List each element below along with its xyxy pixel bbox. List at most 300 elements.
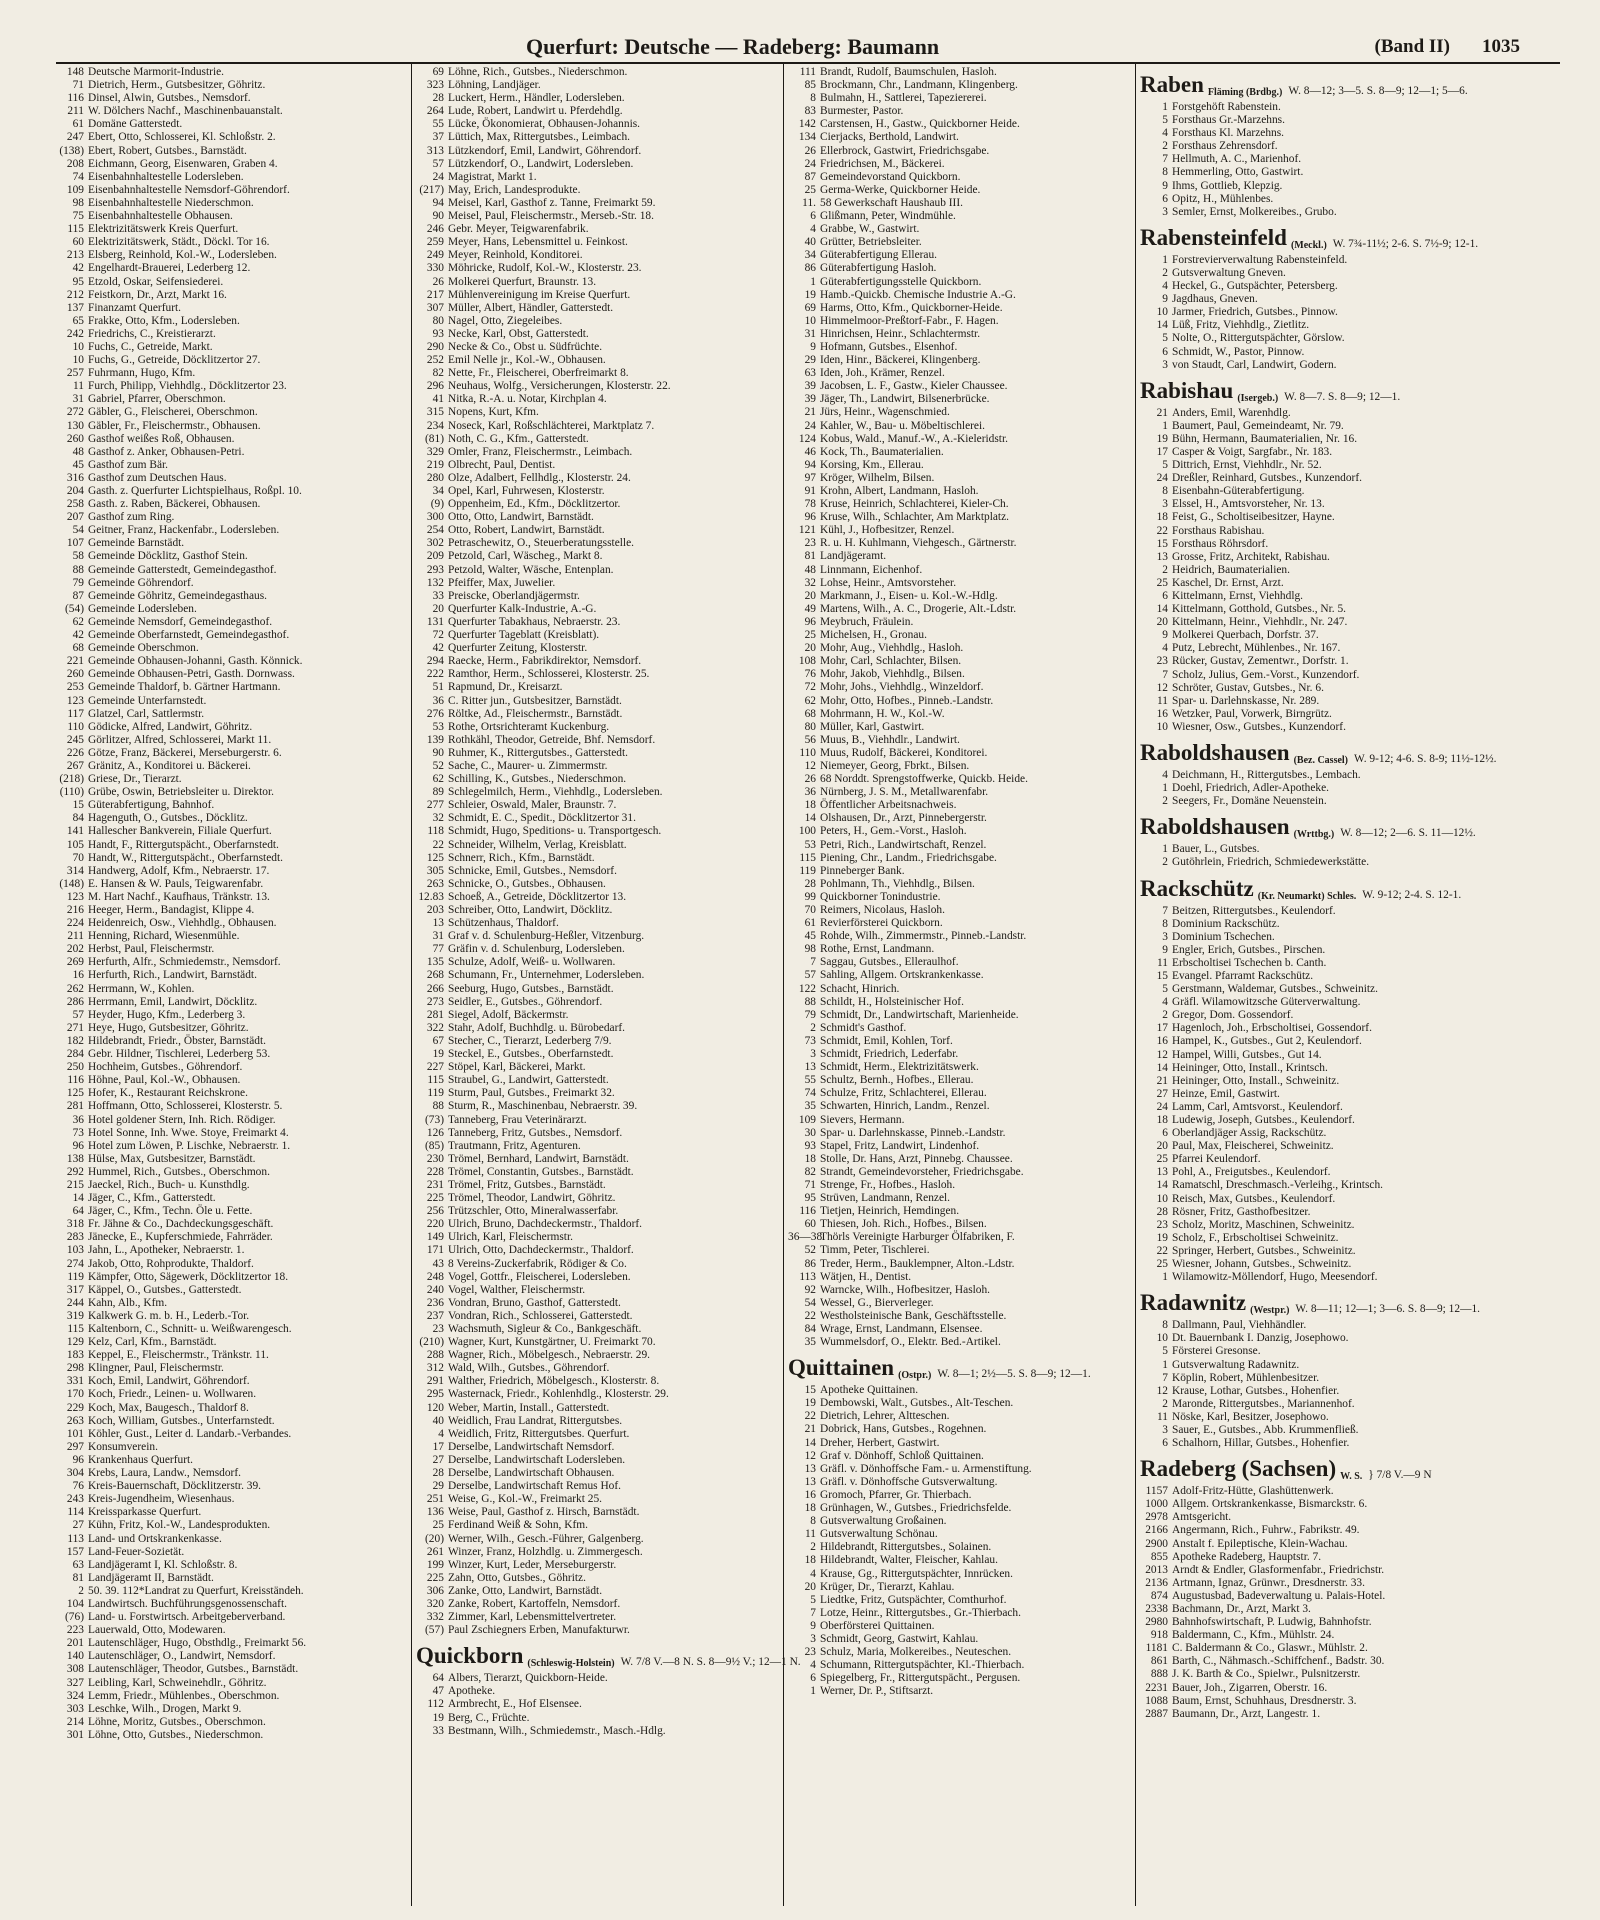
directory-entry — [56, 1009, 404, 1022]
phone-number: 15 — [72, 799, 84, 812]
directory-entry — [56, 1677, 404, 1690]
subscriber-name: Wagner, Rich., Möbelgesch., Nebraerstr. 29. — [448, 1349, 651, 1362]
phone-number: 1 — [1162, 419, 1168, 432]
phone-number: 70 — [72, 851, 84, 864]
phone-number: 4 — [438, 1427, 444, 1440]
directory-entry — [56, 1048, 404, 1061]
phone-number: 104 — [66, 1597, 84, 1610]
phone-number: 16 — [804, 1488, 816, 1501]
directory-entry — [416, 393, 778, 406]
subscriber-name: Otto, Otto, Landwirt, Barnstädt. — [448, 511, 594, 524]
directory-entry — [416, 852, 778, 865]
phone-number: 57 — [804, 969, 816, 982]
directory-entry — [788, 66, 1130, 79]
subscriber-name: Emil Nelle jr., Kol.-W., Obhausen. — [448, 354, 606, 367]
subscriber-name: Heininger, Otto, Install., Krintsch. — [1172, 1061, 1328, 1074]
phone-number: 1181 — [1145, 1642, 1168, 1655]
phone-number: 254 — [426, 524, 444, 537]
directory-entry — [1140, 1232, 1560, 1245]
directory-entry — [56, 158, 404, 171]
subscriber-name: Schwarten, Hinrich, Landm., Renzel. — [820, 1100, 990, 1113]
subscriber-name: C. Baldermann & Co., Glaswr., Mühlstr. 2. — [1172, 1642, 1368, 1655]
phone-number: 13 — [432, 917, 444, 930]
subscriber-name: Kreis-Bauernschaft, Döcklitzerstr. 39. — [88, 1480, 262, 1493]
phone-number: 98 — [72, 196, 84, 209]
subscriber-name: Dobrick, Hans, Gutsbes., Rogehnen. — [820, 1423, 987, 1436]
directory-entry — [56, 145, 404, 158]
subscriber-name: Forsthaus Gr.-Marzehns. — [1172, 114, 1285, 127]
phone-number: 76 — [804, 668, 816, 681]
column-2 — [416, 66, 801, 1906]
subscriber-name: Hotel goldener Stern, Inh. Rich. Rödiger. — [88, 1113, 276, 1126]
directory-entry — [416, 1179, 778, 1192]
directory-entry — [416, 1192, 778, 1205]
phone-number: 125 — [66, 1087, 84, 1100]
directory-entry — [416, 1611, 778, 1624]
phone-number: 120 — [426, 1401, 444, 1414]
directory-entry — [1140, 511, 1560, 524]
subscriber-name: Augustusbad, Badeverwaltung u. Palais-Hotel. — [1172, 1589, 1386, 1602]
directory-entry — [56, 1493, 404, 1506]
directory-entry — [1140, 918, 1560, 931]
directory-entry — [56, 118, 404, 131]
subscriber-name: Quickborner Tonindustrie. — [820, 890, 941, 903]
subscriber-name: Carstensen, H., Gastw., Quickborner Heide. — [820, 118, 1020, 131]
subscriber-name: Feistkorn, Dr., Arzt, Markt 16. — [88, 288, 227, 301]
phone-number: 28 — [1156, 1205, 1168, 1218]
directory-entry — [56, 681, 404, 694]
directory-entry — [416, 1035, 778, 1048]
subscriber-name: Brandt, Rudolf, Baumschulen, Hasloh. — [820, 66, 997, 78]
phone-number: 18 — [804, 1152, 816, 1165]
phone-number: (9) — [430, 498, 444, 511]
phone-number: 4 — [1162, 127, 1168, 140]
phone-number: 72 — [804, 681, 816, 694]
phone-number: 11 — [73, 380, 84, 393]
phone-number: 314 — [66, 864, 84, 877]
subscriber-name: Lüß, Fritz, Viehhdlg., Zietlitz. — [1172, 319, 1310, 332]
directory-entry — [788, 629, 1130, 642]
subscriber-name: Schumann, Rittergutspächter, Kl.-Thierbach. — [820, 1659, 1025, 1672]
subscriber-name: Spar- u. Darlehnskasse, Nr. 289. — [1172, 694, 1320, 707]
place-name: Raboldshausen — [1140, 814, 1290, 840]
subscriber-name: Nolte, O., Rittergutspächter, Görslow. — [1172, 332, 1345, 345]
phone-number: 283 — [66, 1231, 84, 1244]
phone-number: 5 — [810, 1593, 816, 1606]
directory-entry — [416, 590, 778, 603]
phone-number: 9 — [1162, 179, 1168, 192]
subscriber-name: Güterabfertigung, Bahnhof. — [88, 799, 215, 812]
directory-entry — [56, 433, 404, 446]
directory-entry — [788, 498, 1130, 511]
directory-entry — [416, 1231, 778, 1244]
subscriber-name: Rothkähl, Theodor, Getreide, Bhf. Nemsdorf. — [448, 733, 656, 746]
subscriber-name: Sahling, Allgem. Ortskrankenkasse. — [820, 969, 984, 982]
subscriber-name: 8 Vereins-Zuckerfabrik, Rödiger & Co. — [448, 1257, 627, 1270]
phone-number: 21 — [804, 1423, 816, 1436]
phone-number: 28 — [432, 92, 444, 105]
phone-number: 1 — [1162, 1358, 1168, 1371]
subscriber-name: Kaltenborn, C., Schnitt- u. Weißwarengesch. — [88, 1323, 292, 1335]
directory-entry — [416, 1166, 778, 1179]
subscriber-name: Heininger, Otto, Install., Schweinitz. — [1172, 1074, 1340, 1087]
phone-number: 4 — [1162, 642, 1168, 655]
phone-number: 27 — [1156, 1087, 1168, 1100]
directory-entry — [1140, 944, 1560, 957]
directory-entry — [788, 747, 1130, 760]
phone-number: 183 — [66, 1349, 84, 1362]
directory-entry — [1140, 1153, 1560, 1166]
subscriber-name: Henning, Richard, Wiesenmühle. — [88, 930, 240, 943]
phone-number: 14 — [804, 812, 816, 825]
phone-number: 94 — [804, 458, 816, 471]
phone-number: 39 — [804, 393, 816, 406]
phone-number: 45 — [804, 930, 816, 943]
subscriber-name: Zanke, Otto, Landwirt, Barnstädt. — [448, 1584, 603, 1597]
directory-entry — [56, 1598, 404, 1611]
office-hours: W. 8—12; 3—5. S. 8—9; 12—1; 5—6. — [1288, 85, 1468, 97]
subscriber-name: Pohlmann, Th., Viehhdlg., Bilsen. — [820, 877, 975, 890]
phone-number: 7 — [810, 956, 816, 969]
subscriber-name: Scholz, Moritz, Maschinen, Schweinitz. — [1172, 1218, 1355, 1231]
directory-entry — [416, 839, 778, 852]
phone-number: 11 — [805, 1528, 816, 1541]
phone-number: 223 — [66, 1624, 84, 1637]
phone-number: 86 — [804, 262, 816, 275]
directory-entry — [1140, 642, 1560, 655]
office-hours: W. 8—7. S. 8—9; 12—1. — [1284, 390, 1401, 403]
subscriber-name: Fuhrmann, Hugo, Kfm. — [88, 367, 196, 380]
directory-entry — [788, 1489, 1130, 1502]
subscriber-name: Strüven, Landmann, Renzel. — [820, 1192, 951, 1205]
directory-entry — [56, 79, 404, 92]
directory-entry — [56, 1402, 404, 1415]
subscriber-name: Schmidt, Friedrich, Lederfabr. — [820, 1048, 959, 1061]
directory-entry — [56, 537, 404, 550]
subscriber-name: Etzold, Oskar, Seifensiederei. — [88, 275, 224, 288]
phone-number: 264 — [426, 105, 444, 118]
subscriber-name: Röltke, Ad., Fleischermstr., Barnstädt. — [448, 707, 623, 720]
subscriber-name: Herfurth, Rich., Landwirt, Barnstädt. — [88, 969, 257, 982]
subscriber-name: Schnicke, O., Gutsbes., Obhausen. — [448, 877, 606, 890]
subscriber-name: Jäger, Th., Landwirt, Bilsenerbrücke. — [820, 393, 990, 406]
subscriber-name: Apotheke Radeberg, Hauptstr. 7. — [1172, 1550, 1322, 1563]
subscriber-name: Bauer, L., Gutsbes. — [1172, 843, 1260, 856]
directory-entry — [788, 969, 1130, 982]
directory-entry — [416, 616, 778, 629]
place-region: (Kr. Neumarkt) Schles. — [1257, 890, 1357, 902]
subscriber-name: Zanke, Robert, Kartoffeln, Nemsdorf. — [448, 1597, 621, 1610]
subscriber-name: Schmidt, Georg, Gastwirt, Kahlau. — [820, 1632, 979, 1645]
subscriber-name: Dreßler, Reinhard, Gutsbes., Kunzendorf. — [1172, 472, 1362, 485]
directory-entry — [1140, 1359, 1560, 1372]
phone-number: 1 — [1162, 782, 1168, 795]
phone-number: 122 — [798, 982, 816, 995]
directory-entry — [1140, 1332, 1560, 1345]
subscriber-name: Hoffmann, Otto, Schlosserei, Klosterstr. 5. — [88, 1100, 283, 1113]
phone-number: (110) — [59, 786, 84, 799]
phone-number: 251 — [426, 1493, 444, 1506]
directory-entry — [56, 642, 404, 655]
phone-number: 57 — [72, 1008, 84, 1021]
phone-number: 54 — [72, 524, 84, 537]
subscriber-name: Käppel, O., Gutsbes., Gatterstedt. — [88, 1283, 242, 1296]
phone-number: 110 — [67, 720, 84, 733]
phone-number: 10 — [72, 340, 84, 353]
subscriber-name: Zimmer, Karl, Lebensmittelvertreter. — [448, 1611, 617, 1624]
directory-entry — [1140, 446, 1560, 459]
phone-number: 11. — [802, 196, 816, 209]
subscriber-name: Dallmann, Paul, Viehhändler. — [1172, 1319, 1307, 1332]
directory-entry — [416, 734, 778, 747]
subscriber-name: Wrage, Ernst, Landmann, Elsensee. — [820, 1323, 983, 1335]
subscriber-name: Reimers, Nicolaus, Hasloh. — [820, 904, 945, 916]
directory-entry — [56, 1624, 404, 1637]
phone-number: 2980 — [1145, 1616, 1168, 1629]
phone-number: 330 — [426, 262, 444, 275]
office-hours: W. 7/8 V.—8 N. S. 8—9½ V.; 12—1 N. — [620, 1656, 801, 1669]
phone-number: 317 — [66, 1283, 84, 1296]
directory-entry — [1140, 346, 1560, 359]
directory-entry — [416, 276, 778, 289]
phone-number: 136 — [426, 1506, 444, 1519]
subscriber-name: Schumann, Fr., Unternehmer, Lodersleben. — [448, 969, 645, 982]
phone-number: 329 — [426, 445, 444, 458]
directory-entry — [788, 760, 1130, 773]
directory-entry — [788, 668, 1130, 681]
subscriber-name: Derselbe, Landwirtschaft Nemsdorf. — [448, 1440, 615, 1453]
subscriber-name: Feist, G., Scholtiseibesitzer, Hayne. — [1172, 511, 1335, 524]
phone-number: 269 — [66, 956, 84, 969]
directory-entry — [416, 1624, 778, 1637]
phone-number: 42 — [72, 262, 84, 275]
phone-number: 324 — [66, 1689, 84, 1702]
subscriber-name: Magistrat, Markt 1. — [448, 170, 537, 183]
phone-number: 170 — [66, 1388, 84, 1401]
phone-number: 281 — [66, 1100, 84, 1113]
directory-entry — [416, 262, 778, 275]
directory-entry — [416, 145, 778, 158]
phone-number: 36 — [72, 1113, 84, 1126]
phone-number: 25 — [1156, 1258, 1168, 1271]
directory-entry — [1140, 498, 1560, 511]
directory-entry — [788, 1192, 1130, 1205]
subscriber-name: Necke & Co., Obst u. Südfrüchte. — [448, 340, 603, 353]
subscriber-name: Lautenschläger, Hugo, Obsthdlg., Freimarkt 56. — [88, 1637, 307, 1650]
phone-number: 13 — [1156, 1166, 1168, 1179]
phone-number: 98 — [804, 943, 816, 956]
phone-number: 18 — [1156, 511, 1168, 524]
phone-number: 244 — [66, 1296, 84, 1309]
place-region: (Westpr.) — [1250, 1305, 1290, 1317]
phone-number: 100 — [798, 825, 816, 838]
directory-entry — [56, 655, 404, 668]
subscriber-name: Trömel, Theodor, Landwirt, Göhritz. — [448, 1192, 616, 1205]
directory-entry — [788, 655, 1130, 668]
directory-entry — [788, 1659, 1130, 1672]
phone-number: 138 — [66, 1152, 84, 1165]
phone-number: 84 — [72, 812, 84, 825]
subscriber-name: Artmann, Ignaz, Grünwr., Dresdnerstr. 33. — [1172, 1576, 1365, 1589]
directory-entry — [416, 1218, 778, 1231]
directory-entry — [56, 511, 404, 524]
directory-entry — [416, 485, 778, 498]
subscriber-name: Gasthof zum Bär. — [88, 458, 169, 471]
phone-number: 82 — [804, 1165, 816, 1178]
directory-entry — [788, 1323, 1130, 1336]
directory-entry — [56, 289, 404, 302]
subscriber-name: Leibling, Karl, Schweinehdlr., Göhritz. — [88, 1676, 267, 1689]
directory-entry — [416, 171, 778, 184]
directory-entry — [56, 1284, 404, 1297]
subscriber-name: Engelhardt-Brauerei, Lederberg 12. — [88, 262, 251, 275]
subscriber-name: Gemeinde Oberschmon. — [88, 642, 199, 655]
phone-number: 5 — [1162, 983, 1168, 996]
subscriber-name: Hildebrandt, Walter, Fleischer, Kahlau. — [820, 1554, 998, 1567]
phone-number: 20 — [804, 642, 816, 655]
phone-number: 331 — [66, 1375, 84, 1388]
directory-entry — [416, 1310, 778, 1323]
directory-entry — [56, 1061, 404, 1074]
phone-number: 43 — [432, 1257, 444, 1270]
phone-number: 268 — [426, 969, 444, 982]
phone-number: 23 — [804, 537, 816, 550]
directory-entry — [416, 1698, 778, 1711]
subscriber-name: Sturm, Paul, Gutsbes., Freimarkt 32. — [448, 1087, 615, 1100]
directory-entry — [1140, 1695, 1560, 1708]
subscriber-name: Forsthaus Zehrensdorf. — [1172, 140, 1278, 153]
directory-entry — [1140, 280, 1560, 293]
office-hours: W. 8—1; 2½—5. S. 8—9; 12—1. — [937, 1368, 1091, 1381]
phone-number: 303 — [66, 1702, 84, 1715]
subscriber-name: Gasthof zum Deutschen Haus. — [88, 471, 227, 484]
subscriber-name: Albers, Tierarzt, Quickborn-Heide. — [448, 1672, 608, 1685]
subscriber-name: Trützschler, Otto, Mineralwasserfabr. — [448, 1205, 619, 1218]
subscriber-name: Fuchs, G., Getreide, Döcklitzertor 27. — [88, 354, 261, 367]
subscriber-name: Ferdinand Weiß & Sohn, Kfm. — [448, 1519, 588, 1532]
directory-entry — [1140, 267, 1560, 280]
phone-number: 134 — [798, 131, 816, 144]
directory-entry — [416, 1349, 778, 1362]
subscriber-name: Pfeiffer, Max, Juwelier. — [448, 576, 556, 589]
phone-number: 88 — [432, 1100, 444, 1113]
phone-number: 99 — [804, 890, 816, 903]
subscriber-name: Möhricke, Rudolf, Kol.-W., Klosterstr. 23. — [448, 262, 642, 275]
directory-entry — [788, 734, 1130, 747]
directory-entry — [56, 1572, 404, 1585]
directory-entry — [56, 799, 404, 812]
subscriber-name: Gemeinde Lodersleben. — [88, 602, 197, 615]
directory-entry — [1140, 1629, 1560, 1642]
subscriber-name: Lemm, Friedr., Mühlenbes., Oberschmon. — [88, 1689, 280, 1702]
phone-number: 7 — [1162, 1371, 1168, 1384]
directory-entry — [1140, 551, 1560, 564]
phone-number: 294 — [426, 655, 444, 668]
phone-number: 284 — [66, 1048, 84, 1061]
phone-number: 219 — [426, 458, 444, 471]
subscriber-name: Schlegelmilch, Herm., Viehhdlg., Lodersleben. — [448, 786, 663, 799]
subscriber-name: Schleier, Oswald, Maler, Braunstr. 7. — [448, 799, 617, 812]
phone-number: 130 — [66, 419, 84, 432]
directory-entry — [788, 1284, 1130, 1297]
directory-entry — [788, 289, 1130, 302]
phone-number: (20) — [425, 1532, 444, 1545]
phone-number: 35 — [804, 1100, 816, 1113]
phone-number: 65 — [72, 314, 84, 327]
subscriber-name: Ulrich, Otto, Dachdeckermstr., Thaldorf. — [448, 1244, 634, 1257]
phone-number: 61 — [804, 917, 816, 930]
phone-number: 2338 — [1145, 1603, 1168, 1615]
subscriber-name: Weidlich, Fritz, Rittergutsbes. Querfurt. — [448, 1427, 630, 1440]
directory-entry — [788, 786, 1130, 799]
phone-number: 22 — [804, 1309, 816, 1322]
subscriber-name: Koch, Emil, Landwirt, Göhrendorf. — [88, 1375, 250, 1388]
subscriber-name: Petraschewitz, O., Steuerberatungsstelle. — [448, 537, 634, 550]
phone-number: 6 — [1162, 192, 1168, 205]
phone-number: 10 — [804, 314, 816, 327]
subscriber-name: Schmidt's Gasthof. — [820, 1021, 907, 1034]
subscriber-name: Gräfl. v. Dönhoffsche Gutsverwaltung. — [820, 1475, 998, 1488]
directory-entry — [56, 315, 404, 328]
subscriber-name: Jaeckel, Rich., Buch- u. Kunsthdlg. — [88, 1178, 250, 1191]
phone-number: (81) — [425, 432, 444, 445]
phone-number: 73 — [804, 1034, 816, 1047]
subscriber-name: Walther, Friedrich, Möbelgesch., Klosterstr. 8. — [448, 1375, 660, 1388]
phone-number: 75 — [72, 210, 84, 223]
phone-number: (210) — [419, 1336, 444, 1349]
directory-entry — [56, 341, 404, 354]
directory-entry — [1140, 795, 1560, 808]
subscriber-name: Handt, W., Rittergutspächt., Oberfarnstedt. — [88, 851, 283, 864]
subscriber-name: Necke, Karl, Obst, Gatterstedt. — [448, 327, 589, 340]
phone-number: 225 — [426, 1571, 444, 1584]
subscriber-name: Mohr, Aug., Viehhdlg., Hasloh. — [820, 642, 964, 655]
subscriber-name: Nopens, Kurt, Kfm. — [448, 406, 539, 419]
phone-number: 7 — [1162, 668, 1168, 681]
directory-entry — [416, 524, 778, 537]
subscriber-name: Korsing, Km., Ellerau. — [820, 458, 924, 471]
phone-number: 119 — [427, 1087, 444, 1100]
directory-entry — [416, 105, 778, 118]
subscriber-name: Arndt & Endler, Glasformenfabr., Friedrichstr. — [1172, 1563, 1385, 1576]
phone-number: 271 — [66, 1021, 84, 1034]
subscriber-name: Harms, Otto, Kfm., Quickborner-Heide. — [820, 301, 1003, 314]
directory-entry — [1140, 1603, 1560, 1616]
directory-entry — [416, 406, 778, 419]
subscriber-name: Scholz, F., Erbscholtisei Schweinitz. — [1172, 1231, 1339, 1244]
directory-entry — [56, 773, 404, 786]
phone-number: 119 — [67, 1270, 84, 1283]
subscriber-name: Friedrichs, C., Kreistierarzt. — [88, 327, 216, 340]
phone-number: 280 — [426, 471, 444, 484]
phone-number: 305 — [426, 864, 444, 877]
subscriber-name: Querfurter Tageblatt (Kreisblatt). — [448, 629, 600, 642]
phone-number: 290 — [426, 340, 444, 353]
phone-number: 52 — [804, 1244, 816, 1257]
phone-number: 79 — [72, 576, 84, 589]
place-region: (Bez. Cassel) — [1293, 755, 1349, 767]
phone-number: 308 — [66, 1663, 84, 1676]
subscriber-name: Krebs, Laura, Landw., Nemsdorf. — [88, 1467, 241, 1480]
phone-number: 2 — [810, 1021, 816, 1034]
directory-entry — [56, 1323, 404, 1336]
directory-entry — [416, 708, 778, 721]
directory-entry — [1140, 1245, 1560, 1258]
subscriber-name: Schulze, Adolf, Weiß- u. Wollwaren. — [448, 956, 616, 969]
phone-number: 72 — [432, 629, 444, 642]
phone-number: 286 — [66, 995, 84, 1008]
phone-number: 27 — [72, 1519, 84, 1532]
